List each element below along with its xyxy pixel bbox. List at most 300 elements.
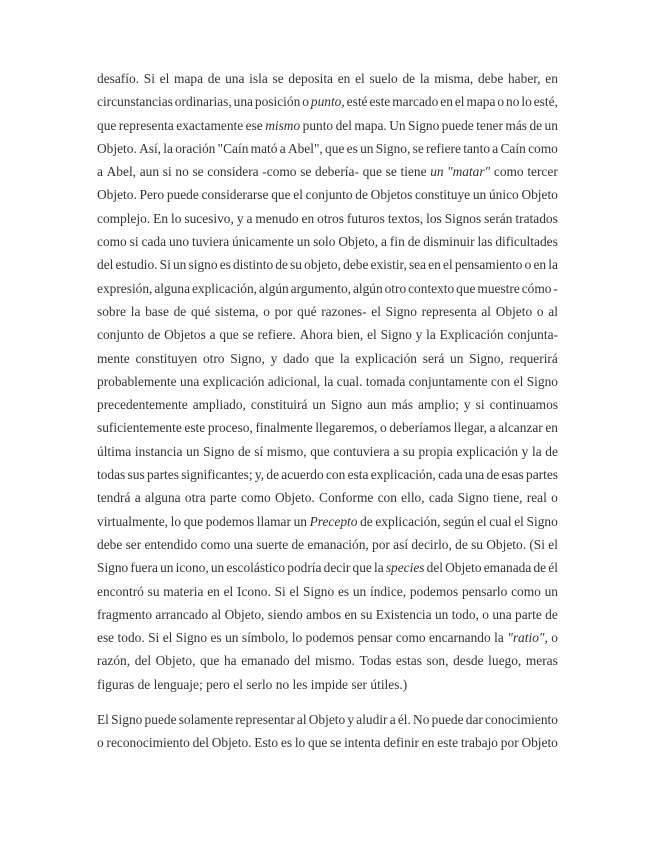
word: esté,	[533, 94, 558, 110]
word: al	[548, 303, 558, 319]
text-line	[97, 207, 558, 230]
word: desafío.	[97, 71, 140, 86]
word: debe	[97, 536, 123, 552]
text-line	[97, 277, 558, 300]
word: dar	[465, 712, 483, 727]
word: este	[437, 735, 459, 751]
word: todas	[97, 467, 126, 483]
word: algún	[352, 280, 383, 296]
text-line	[97, 183, 558, 206]
word: serán	[484, 210, 513, 226]
word: Abel",	[287, 140, 323, 156]
word: qué	[297, 303, 317, 319]
word: Signo	[526, 513, 558, 529]
word: cual.	[336, 373, 363, 389]
word: debe	[477, 71, 504, 86]
word: del	[97, 257, 114, 273]
word: cada	[428, 490, 454, 506]
word: Explicación	[439, 327, 504, 343]
word: mapa	[466, 94, 496, 110]
word: de	[360, 513, 373, 529]
word: por	[274, 303, 293, 319]
word: ese	[245, 117, 263, 133]
word: meras	[525, 653, 558, 669]
word: a	[489, 420, 496, 436]
word: una	[233, 94, 253, 110]
word: otro	[202, 350, 225, 366]
word: finalmente	[255, 420, 313, 436]
word: por	[372, 536, 390, 552]
word: este	[184, 420, 206, 436]
word: aludir	[356, 712, 388, 727]
word: se	[330, 735, 342, 751]
word: mapa.	[354, 117, 387, 133]
word: el	[454, 94, 465, 110]
word: él	[548, 560, 558, 576]
word: Signos	[444, 210, 482, 226]
word: materia	[163, 583, 204, 599]
word: expresión,	[97, 280, 153, 296]
word: o	[551, 630, 558, 646]
word: Objeto.	[97, 187, 137, 203]
word: cómo	[521, 280, 552, 296]
word: o	[263, 303, 270, 319]
text-line	[97, 580, 558, 603]
word: puede	[144, 712, 177, 727]
word: de	[407, 234, 421, 250]
word: del	[426, 560, 443, 576]
word: de	[402, 71, 416, 86]
word: mismo,	[266, 443, 307, 459]
word: Conforme	[319, 490, 374, 506]
word: una	[464, 467, 485, 483]
word: y,	[254, 467, 265, 483]
word: Así,	[139, 140, 162, 156]
word: Objeto.	[486, 536, 527, 552]
word: se	[272, 71, 284, 86]
word: una	[233, 536, 253, 552]
word: Objetos	[164, 327, 206, 343]
word: estas	[395, 653, 422, 669]
word: estudio.	[115, 257, 158, 273]
word: a	[97, 164, 103, 180]
word: continuamos	[489, 397, 558, 413]
word: símbolo,	[241, 630, 289, 646]
word: siendo	[267, 606, 303, 622]
text-line	[97, 137, 558, 160]
word: oración	[175, 140, 216, 156]
word: Signo	[302, 583, 335, 599]
word: "ratio",	[507, 630, 548, 646]
word: y	[347, 712, 355, 727]
word: objeto,	[304, 257, 341, 273]
word: Signo	[526, 373, 558, 389]
word: en	[545, 71, 558, 86]
word: otro	[384, 280, 407, 296]
word: deposita	[288, 71, 333, 86]
word: precedentemente	[97, 397, 188, 413]
word: se	[385, 164, 397, 180]
word: a	[134, 490, 141, 506]
word: Un	[389, 117, 406, 133]
word: representa	[118, 117, 174, 133]
word: distinto	[232, 257, 274, 273]
word: textos,	[387, 210, 424, 226]
word: o	[536, 303, 544, 319]
word: adicional,	[267, 373, 321, 389]
word: esté	[346, 94, 368, 110]
word: ampliado,	[192, 397, 246, 413]
word: aun	[367, 397, 387, 413]
word: un	[296, 234, 311, 250]
text-line	[97, 731, 558, 754]
word: tanto	[463, 140, 491, 156]
word: el	[223, 583, 234, 599]
word: encontró	[97, 583, 144, 599]
word: conjunto	[305, 187, 353, 203]
word: Signo,	[469, 350, 504, 366]
word: Si	[148, 630, 160, 646]
word: ha	[223, 653, 237, 669]
word: que	[219, 327, 239, 343]
word: ordinarias,	[174, 94, 232, 110]
word: así	[393, 536, 409, 552]
word: como	[395, 630, 426, 646]
word: en	[207, 583, 220, 599]
word: suelo	[369, 71, 398, 86]
text-line	[97, 393, 558, 416]
word: la	[531, 443, 542, 459]
word: entendido	[144, 536, 198, 552]
text-line	[97, 416, 558, 439]
word: la	[339, 350, 350, 366]
word: podemos	[205, 513, 255, 529]
word: no	[275, 676, 290, 692]
word: llegaremos,	[315, 420, 378, 436]
word: a	[381, 234, 387, 250]
word: Objeto,	[224, 606, 265, 622]
word: es	[346, 140, 358, 156]
word: real	[526, 490, 547, 506]
word: puede	[166, 187, 199, 203]
word: un	[160, 560, 174, 576]
word: de	[545, 443, 558, 459]
word: la	[426, 327, 436, 343]
word: un	[434, 606, 449, 622]
word: o	[482, 606, 489, 622]
word: del	[134, 653, 152, 669]
word: definir	[383, 735, 420, 751]
word: alguna	[144, 490, 181, 506]
word: considerarse	[201, 187, 269, 203]
word: punto,	[310, 94, 345, 110]
word: representa	[421, 303, 477, 319]
word: a	[246, 210, 253, 226]
word: fin	[389, 234, 405, 250]
word: lo	[171, 210, 182, 226]
word: explicación	[355, 350, 417, 366]
word: todo,	[451, 606, 479, 622]
word: únicamente	[232, 234, 294, 250]
word: de	[486, 467, 500, 483]
word: representar	[235, 712, 295, 727]
word: trabajo	[460, 735, 499, 751]
word: Objeto	[521, 187, 558, 203]
word: figuras	[97, 676, 135, 692]
word: de	[291, 536, 305, 552]
word: los	[426, 210, 442, 226]
word: índice,	[370, 583, 407, 599]
word: en	[301, 210, 315, 226]
word: Si	[274, 583, 286, 599]
word: explicación,	[370, 467, 436, 483]
word: y	[270, 350, 278, 366]
word: conjunta-	[507, 327, 558, 343]
word: la	[419, 71, 430, 86]
word: un	[312, 397, 326, 413]
word: puede	[441, 117, 474, 133]
word: dificultades	[495, 234, 558, 250]
word: cada	[141, 234, 167, 250]
word: podemos	[409, 583, 459, 599]
word: en	[421, 735, 435, 751]
word: arrancado	[155, 606, 209, 622]
word: tratados	[515, 210, 558, 226]
word: de	[275, 257, 288, 273]
word: qué	[190, 303, 211, 319]
word: Objeto.	[211, 735, 252, 751]
word: de	[533, 560, 547, 576]
word: exactamente	[176, 117, 244, 133]
word: si	[129, 234, 139, 250]
word: Signo	[380, 327, 412, 343]
word: requerirá	[509, 350, 558, 366]
word: sistema,	[214, 303, 259, 319]
word: de	[529, 117, 543, 133]
word: se	[242, 327, 254, 343]
word: emanada	[483, 560, 532, 576]
word: refiere.	[257, 327, 296, 343]
word: conjuntamente	[408, 373, 488, 389]
text-line	[97, 556, 558, 579]
word: Si	[159, 257, 171, 273]
word: el	[289, 583, 300, 599]
word: de	[455, 536, 468, 552]
word: o	[524, 257, 532, 273]
word: la	[494, 630, 504, 646]
word: más	[391, 397, 413, 413]
word: base	[145, 303, 169, 319]
word: ser	[351, 676, 368, 692]
word: otra	[184, 490, 206, 506]
word: con	[377, 490, 397, 506]
word: marcado	[392, 94, 439, 110]
word: En	[153, 210, 169, 226]
word: su	[360, 606, 373, 622]
word: solamente	[178, 712, 234, 727]
word: puede	[431, 712, 464, 727]
word: y	[415, 327, 423, 343]
word: conocimiento	[485, 712, 558, 727]
word: tendrá	[97, 490, 131, 506]
word: Signo	[385, 303, 417, 319]
word: sí	[254, 443, 264, 459]
word: de	[266, 467, 280, 483]
word: sus	[127, 467, 145, 483]
word: dado	[283, 350, 310, 366]
word: es	[219, 257, 231, 273]
word: es	[280, 735, 293, 751]
word: alcanzar	[498, 420, 543, 436]
word: Caín	[500, 140, 526, 156]
word: constituye	[415, 187, 471, 203]
word: debe	[343, 257, 369, 273]
word: refiere	[426, 140, 461, 156]
word: mente	[97, 350, 130, 366]
word: tuviera	[192, 234, 230, 250]
word: Signo	[457, 490, 489, 506]
word: un	[360, 140, 374, 156]
text-line	[97, 486, 558, 509]
word: que	[352, 560, 372, 576]
word: llamar	[256, 513, 291, 529]
word: en	[337, 71, 351, 86]
word: su	[471, 536, 483, 552]
word: pero	[206, 676, 230, 692]
word: la	[130, 303, 141, 319]
word: Signo	[111, 712, 143, 727]
word: Objetos	[370, 187, 413, 203]
word: la	[323, 373, 334, 389]
text-line	[97, 160, 558, 183]
word: isla	[249, 71, 268, 86]
word: si	[475, 397, 485, 413]
word: debería-	[315, 164, 359, 180]
word: del	[192, 735, 209, 751]
word: un "matar"	[430, 164, 491, 180]
word: ambos	[306, 606, 342, 622]
word: contexto	[408, 280, 455, 296]
word: que	[200, 653, 220, 669]
paragraph-1	[97, 67, 558, 696]
word: a	[492, 140, 499, 156]
paragraph-2	[97, 708, 558, 755]
word: de	[355, 187, 368, 203]
word: escolástico	[226, 560, 286, 576]
word: un	[225, 630, 239, 646]
text-line	[97, 300, 558, 323]
word: signo	[188, 257, 218, 273]
word: del	[335, 117, 352, 133]
word: o	[97, 735, 104, 751]
text-line	[97, 370, 558, 393]
word: complejo.	[97, 210, 151, 226]
text-line	[97, 440, 558, 463]
word: en	[533, 257, 547, 273]
text-line	[97, 253, 558, 276]
word: Precepto	[309, 513, 358, 529]
word: aun	[139, 164, 160, 180]
word: partes	[146, 467, 179, 483]
word: explicación	[456, 443, 519, 459]
word: el	[355, 71, 365, 86]
word: o	[380, 420, 387, 436]
word: que	[314, 350, 335, 366]
word: El	[97, 712, 109, 727]
word: "Caín	[217, 140, 249, 156]
word: la	[548, 257, 558, 273]
word: que	[183, 513, 204, 529]
word: o	[551, 490, 558, 506]
text-line	[97, 626, 558, 649]
word: que	[310, 443, 330, 459]
word: luego,	[488, 653, 522, 669]
word: que	[308, 735, 328, 751]
word: pensamiento	[454, 257, 523, 273]
word: el	[513, 373, 524, 389]
word: explicación,	[191, 280, 258, 296]
word: lo	[291, 630, 303, 646]
word: tercer	[527, 164, 558, 180]
word: un	[172, 257, 187, 273]
word: es	[210, 630, 222, 646]
word: les	[292, 676, 308, 692]
word: circunstancias	[97, 94, 173, 110]
word: como	[511, 583, 541, 599]
word: ello,	[401, 490, 425, 506]
word: se	[412, 140, 424, 156]
text-line	[97, 533, 558, 556]
word: según	[443, 513, 475, 529]
word: probablemente	[97, 373, 177, 389]
word: Signo	[330, 397, 363, 413]
word: que	[325, 140, 345, 156]
word: una	[225, 71, 245, 86]
word: un	[450, 350, 464, 366]
word: disminuir	[423, 234, 475, 250]
word: es	[337, 583, 350, 599]
word: un	[544, 117, 558, 133]
text-line	[97, 603, 558, 626]
word: Esto	[254, 735, 279, 751]
word: un	[352, 583, 367, 599]
text-line	[97, 114, 558, 137]
word: Objeto	[495, 303, 533, 319]
word: ese	[97, 630, 115, 646]
word: el	[371, 303, 381, 319]
word: un	[210, 560, 225, 576]
word: suficientemente	[97, 420, 182, 436]
word: intenta	[344, 735, 381, 751]
word: como	[493, 164, 524, 180]
text-line	[97, 708, 558, 731]
word: útiles.)	[370, 676, 408, 692]
word: de	[545, 606, 558, 622]
word: una	[492, 606, 512, 622]
word: mismo.	[315, 653, 355, 669]
word: como	[240, 490, 271, 506]
word: por	[500, 735, 519, 751]
word: Objeto	[308, 712, 346, 727]
word: instancia	[134, 443, 183, 459]
word: explicación	[202, 373, 265, 389]
word: pensarlo	[461, 583, 508, 599]
word: de	[237, 443, 251, 459]
word: algún	[258, 280, 289, 296]
word: llegar,	[453, 420, 487, 436]
word: a	[279, 140, 286, 156]
word: decirlo,	[411, 536, 452, 552]
